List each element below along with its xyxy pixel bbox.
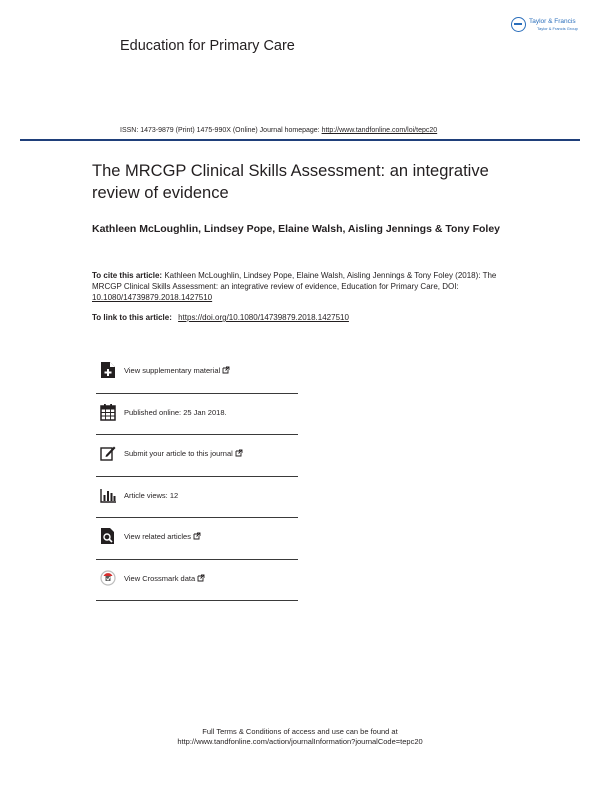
- supplementary-label: View supplementary material: [124, 366, 230, 375]
- header-rule: [20, 139, 580, 141]
- issn-text: ISSN: 1473-9879 (Print) 1475-990X (Online) Journal homepage:: [120, 127, 320, 134]
- crossmark-row[interactable]: [96, 560, 298, 602]
- article-views-row: [96, 477, 298, 519]
- related-articles-row[interactable]: [96, 518, 298, 560]
- external-link-icon: [197, 574, 205, 582]
- link-label: To link to this article:: [92, 313, 172, 322]
- published-row: [96, 394, 298, 436]
- citation-text: Kathleen McLoughlin, Lindsey Pope, Elaine Walsh, Aisling Jennings & Tony Foley (2018): The MRCGP Clinical Skills Assessment: an integrative review of evidence, Education for Primary Care, DOI:: [92, 271, 497, 291]
- authors: Kathleen McLoughlin, Lindsey Pope, Elaine Walsh, Aisling Jennings & Tony Foley: [92, 223, 500, 235]
- journal-title: Education for Primary Care: [120, 38, 295, 54]
- footer-terms-url[interactable]: http://www.tandfonline.com/action/journalInformation?journalCode=tepc20: [177, 737, 423, 746]
- edit-icon: [100, 444, 116, 462]
- article-title: The MRCGP Clinical Skills Assessment: an integrative review of evidence: [92, 162, 489, 202]
- citation: [92, 270, 512, 303]
- citation-label: To cite this article:: [92, 271, 163, 280]
- related-articles-icon: [100, 527, 116, 545]
- issn-line: [120, 127, 520, 134]
- submit-article-row[interactable]: [96, 435, 298, 477]
- publisher-logo[interactable]: [511, 16, 583, 36]
- external-link-icon: [222, 366, 230, 374]
- bar-chart-icon: [100, 486, 116, 504]
- external-link-icon: [193, 532, 201, 540]
- publisher-logo-icon: [511, 17, 526, 32]
- footer-terms: Full Terms & Conditions of access and use can be found at: [202, 727, 398, 736]
- article-actions-panel: [96, 352, 298, 601]
- external-link-icon: [235, 449, 243, 457]
- supplementary-icon: [100, 361, 116, 379]
- calendar-icon: [100, 403, 116, 421]
- submit-article-label: Submit your article to this journal: [124, 449, 243, 458]
- publisher-name: Taylor & Francis: [529, 18, 576, 25]
- crossmark-icon: [100, 569, 116, 587]
- published-date: Published online: 25 Jan 2018.: [124, 407, 227, 417]
- article-link-line: [92, 313, 512, 322]
- article-views: Article views: 12: [124, 490, 179, 500]
- footer: [100, 727, 500, 747]
- doi-link[interactable]: 10.1080/14739879.2018.1427510: [92, 293, 213, 302]
- crossmark-label: View Crossmark data: [124, 574, 205, 583]
- supplementary-row[interactable]: [96, 352, 298, 394]
- article-link[interactable]: https://doi.org/10.1080/14739879.2018.1427510: [178, 313, 349, 322]
- journal-homepage-link[interactable]: http://www.tandfonline.com/loi/tepc20: [321, 127, 438, 134]
- publisher-group: Taylor & Francis Group: [537, 26, 578, 31]
- related-articles-label: View related articles: [124, 532, 201, 541]
